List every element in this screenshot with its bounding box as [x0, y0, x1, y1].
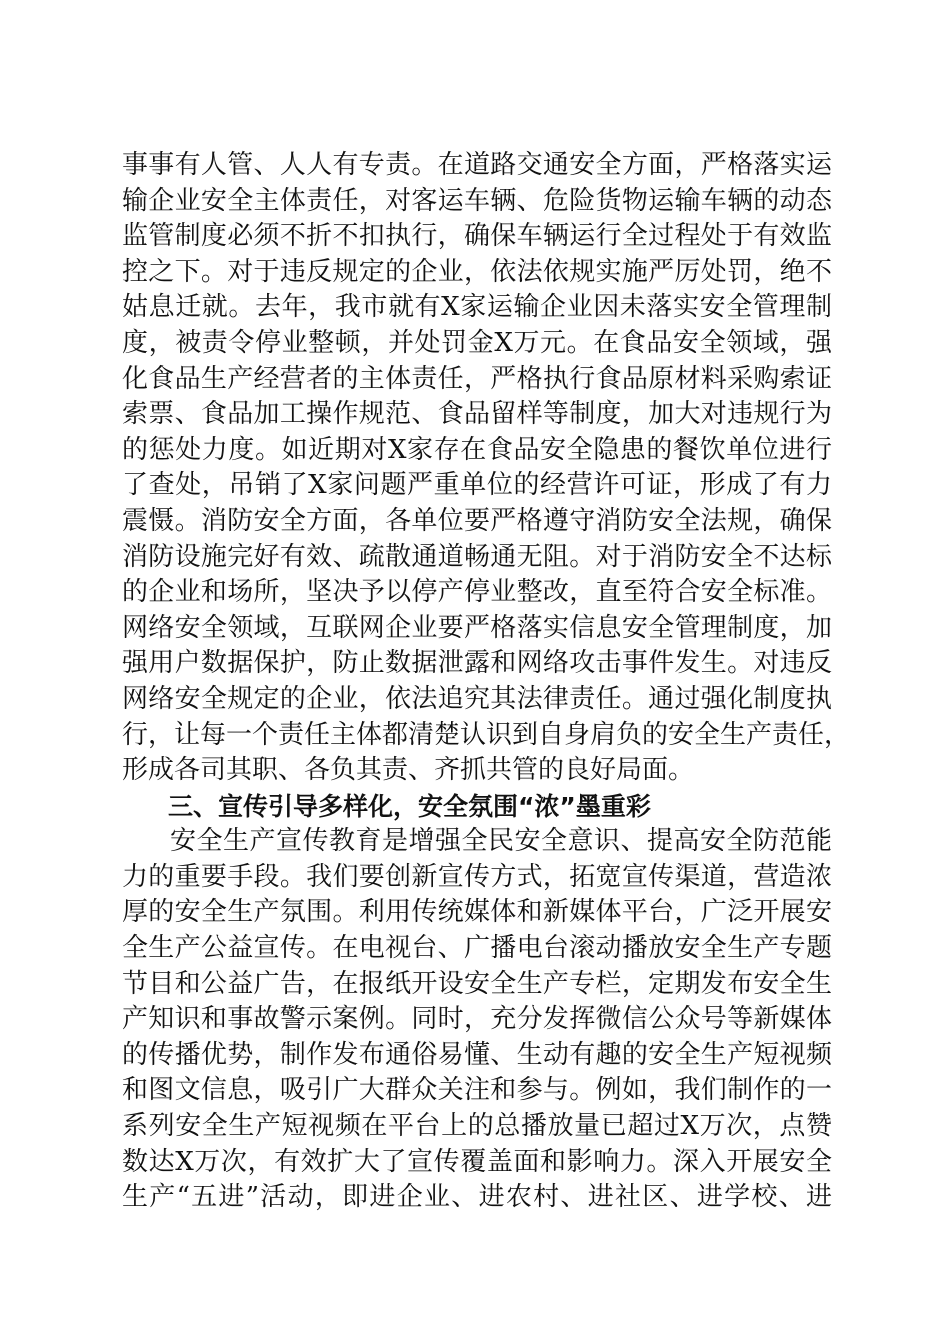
text-line: 控之下。对于违反规定的企业，依法依规实施严厉处罚，绝不	[122, 256, 832, 287]
text-line: 生产“五进”活动，即进企业、进农村、进社区、进学校、进	[122, 1182, 832, 1213]
text-line: 和图文信息，吸引广大群众关注和参与。例如，我们制作的一	[122, 1075, 832, 1106]
paragraph-2	[122, 824, 832, 1216]
text-line: 产知识和事故警示案例。同时，充分发挥微信公众号等新媒体	[122, 1004, 832, 1035]
paragraph-1	[122, 148, 851, 789]
text-line: 输企业安全主体责任，对客运车辆、危险货物运输车辆的动态	[122, 185, 832, 216]
text-line: 安全生产宣传教育是增强全民安全意识、提高安全防范能	[170, 826, 832, 857]
text-line: 事事有人管、人人有专责。在道路交通安全方面，严格落实运	[122, 150, 832, 180]
text-line: 力的重要手段。我们要创新宣传方式，拓宽宣传渠道，营造浓	[122, 861, 832, 892]
text-line: 数达X万次，有效扩大了宣传覆盖面和影响力。深入开展安全	[122, 1146, 832, 1177]
text-line: 姑息迁就。去年，我市就有X家运输企业因未落实安全管理制	[122, 292, 832, 323]
text-line: 监管制度必须不折不扣执行，确保车辆运行全过程处于有效监	[122, 221, 832, 252]
text-line: 震慑。消防安全方面，各单位要严格遵守消防安全法规，确保	[122, 505, 832, 536]
text-line: 的企业和场所，坚决予以停产停业整改，直至符合安全标准。	[122, 577, 832, 608]
text-line: 化食品生产经营者的主体责任，严格执行食品原材料采购索证	[122, 363, 832, 394]
text-line: 系列安全生产短视频在平台上的总播放量已超过X万次，点赞	[122, 1111, 832, 1142]
section-heading: 三、宣传引导多样化，安全氛围“浓”墨重彩	[168, 791, 651, 821]
text-line: 网络安全规定的企业，依法追究其法律责任。通过强化制度执	[122, 683, 832, 714]
text-line: 全生产公益宣传。在电视台、广播电台滚动播放安全生产专题	[122, 933, 832, 964]
text-line: 索票、食品加工操作规范、食品留样等制度，加大对违规行为	[122, 399, 832, 430]
text-line: 的传播优势，制作发布通俗易懂、生动有趣的安全生产短视频	[122, 1039, 832, 1070]
text-line: 节目和公益广告，在报纸开设安全生产专栏，定期发布安全生	[122, 968, 832, 999]
text-line: 行，让每一个责任主体都清楚认识到自身肩负的安全生产责任，	[122, 719, 851, 750]
document-page	[122, 148, 851, 1216]
text-line: 厚的安全生产氛围。利用传统媒体和新媒体平台，广泛开展安	[122, 897, 832, 928]
text-line: 强用户数据保护，防止数据泄露和网络攻击事件发生。对违反	[122, 648, 832, 679]
text-line: 了查处，吊销了X家问题严重单位的经营许可证，形成了有力	[122, 470, 832, 501]
text-line: 形成各司其职、各负其责、齐抓共管的良好局面。	[122, 755, 695, 786]
text-line: 的惩处力度。如近期对X家存在食品安全隐患的餐饮单位进行	[122, 434, 832, 465]
text-line: 网络安全领域，互联网企业要严格落实信息安全管理制度，加	[122, 612, 832, 643]
text-line: 度，被责令停业整顿，并处罚金X万元。在食品安全领域，强	[122, 327, 832, 358]
text-line: 消防设施完好有效、疏散通道畅通无阻。对于消防安全不达标	[122, 541, 832, 572]
